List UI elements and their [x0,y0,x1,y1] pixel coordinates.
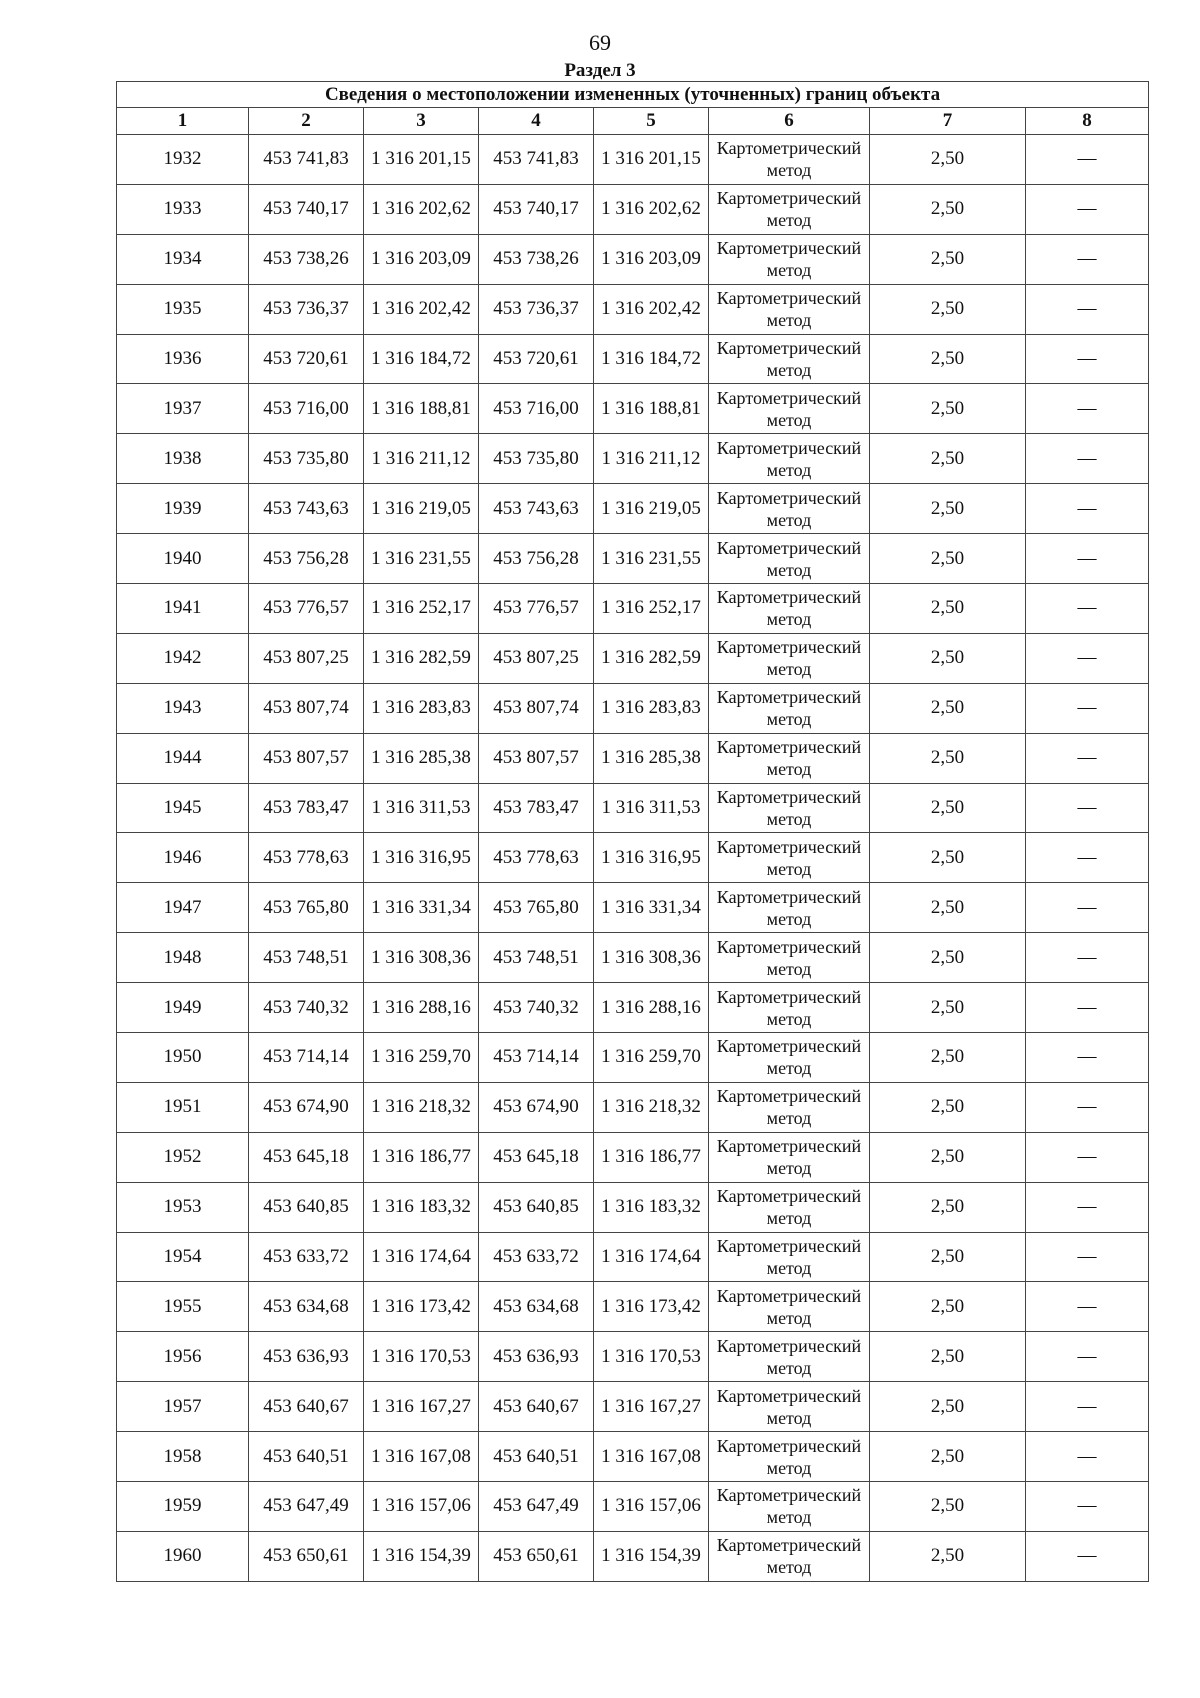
point-number-cell: 1959 [117,1482,249,1532]
y-new-cell: 1 316 219,05 [594,484,709,534]
x-existing-cell: 453 783,47 [249,783,364,833]
method-cell: Картометрический метод [709,633,870,683]
point-number-cell: 1946 [117,833,249,883]
point-number-cell: 1936 [117,334,249,384]
description-cell: — [1026,833,1149,883]
y-new-cell: 1 316 167,08 [594,1432,709,1482]
y-new-cell: 1 316 283,83 [594,683,709,733]
x-existing-cell: 453 765,80 [249,883,364,933]
column-number-1: 1 [117,108,249,135]
accuracy-cell: 2,50 [870,584,1026,634]
description-cell: — [1026,1182,1149,1232]
accuracy-cell: 2,50 [870,983,1026,1033]
table-row [117,484,1149,534]
point-number-cell: 1943 [117,683,249,733]
method-cell: Картометрический метод [709,434,870,484]
y-existing-cell: 1 316 174,64 [364,1232,479,1282]
method-cell: Картометрический метод [709,1232,870,1282]
accuracy-cell: 2,50 [870,733,1026,783]
x-existing-cell: 453 807,74 [249,683,364,733]
table-row [117,733,1149,783]
description-cell: — [1026,683,1149,733]
method-cell: Картометрический метод [709,1332,870,1382]
x-new-cell: 453 740,32 [479,983,594,1033]
point-number-cell: 1932 [117,135,249,185]
description-cell: — [1026,1232,1149,1282]
y-new-cell: 1 316 282,59 [594,633,709,683]
point-number-cell: 1952 [117,1132,249,1182]
description-cell: — [1026,1082,1149,1132]
y-existing-cell: 1 316 311,53 [364,783,479,833]
table-row [117,783,1149,833]
method-cell: Картометрический метод [709,384,870,434]
x-new-cell: 453 736,37 [479,284,594,334]
method-cell: Картометрический метод [709,733,870,783]
page-number: 69 [589,30,611,55]
point-number-cell: 1960 [117,1531,249,1581]
description-cell: — [1026,783,1149,833]
description-cell: — [1026,1382,1149,1432]
y-new-cell: 1 316 259,70 [594,1033,709,1083]
column-number-5: 5 [594,108,709,135]
x-new-cell: 453 741,83 [479,135,594,185]
y-existing-cell: 1 316 167,08 [364,1432,479,1482]
y-existing-cell: 1 316 211,12 [364,434,479,484]
y-existing-cell: 1 316 184,72 [364,334,479,384]
method-cell: Картометрический метод [709,883,870,933]
accuracy-cell: 2,50 [870,1432,1026,1482]
x-new-cell: 453 640,51 [479,1432,594,1482]
y-existing-cell: 1 316 219,05 [364,484,479,534]
method-cell: Картометрический метод [709,284,870,334]
table-row [117,983,1149,1033]
y-new-cell: 1 316 211,12 [594,434,709,484]
point-number-cell: 1935 [117,284,249,334]
x-new-cell: 453 650,61 [479,1531,594,1581]
description-cell: — [1026,584,1149,634]
table-row [117,434,1149,484]
x-existing-cell: 453 634,68 [249,1282,364,1332]
method-cell: Картометрический метод [709,135,870,185]
y-existing-cell: 1 316 252,17 [364,584,479,634]
x-new-cell: 453 740,17 [479,184,594,234]
column-number-3: 3 [364,108,479,135]
table-caption: Сведения о местоположении измененных (уточненных) границ объекта [117,82,1149,108]
method-cell: Картометрический метод [709,833,870,883]
accuracy-cell: 2,50 [870,633,1026,683]
description-cell: — [1026,384,1149,434]
column-number-6: 6 [709,108,870,135]
x-existing-cell: 453 740,17 [249,184,364,234]
description-cell: — [1026,334,1149,384]
y-new-cell: 1 316 201,15 [594,135,709,185]
x-existing-cell: 453 807,25 [249,633,364,683]
accuracy-cell: 2,50 [870,334,1026,384]
x-new-cell: 453 645,18 [479,1132,594,1182]
point-number-cell: 1950 [117,1033,249,1083]
y-existing-cell: 1 316 188,81 [364,384,479,434]
y-existing-cell: 1 316 154,39 [364,1531,479,1581]
point-number-cell: 1941 [117,584,249,634]
x-new-cell: 453 674,90 [479,1082,594,1132]
point-number-cell: 1951 [117,1082,249,1132]
description-cell: — [1026,1332,1149,1382]
y-new-cell: 1 316 188,81 [594,384,709,434]
description-cell: — [1026,883,1149,933]
accuracy-cell: 2,50 [870,1033,1026,1083]
x-new-cell: 453 738,26 [479,234,594,284]
table-row [117,1432,1149,1482]
method-cell: Картометрический метод [709,783,870,833]
y-new-cell: 1 316 316,95 [594,833,709,883]
column-number-4: 4 [479,108,594,135]
x-new-cell: 453 743,63 [479,484,594,534]
point-number-cell: 1942 [117,633,249,683]
point-number-cell: 1937 [117,384,249,434]
y-existing-cell: 1 316 283,83 [364,683,479,733]
y-new-cell: 1 316 202,62 [594,184,709,234]
point-number-cell: 1948 [117,933,249,983]
accuracy-cell: 2,50 [870,1232,1026,1282]
description-cell: — [1026,234,1149,284]
y-existing-cell: 1 316 186,77 [364,1132,479,1182]
x-existing-cell: 453 748,51 [249,933,364,983]
y-new-cell: 1 316 154,39 [594,1531,709,1581]
table-row [117,1182,1149,1232]
description-cell: — [1026,434,1149,484]
method-cell: Картометрический метод [709,484,870,534]
x-existing-cell: 453 741,83 [249,135,364,185]
accuracy-cell: 2,50 [870,384,1026,434]
accuracy-cell: 2,50 [870,1332,1026,1382]
x-new-cell: 453 640,67 [479,1382,594,1432]
method-cell: Картометрический метод [709,1082,870,1132]
description-cell: — [1026,1282,1149,1332]
x-existing-cell: 453 738,26 [249,234,364,284]
x-existing-cell: 453 674,90 [249,1082,364,1132]
y-new-cell: 1 316 288,16 [594,983,709,1033]
y-existing-cell: 1 316 308,36 [364,933,479,983]
table-body [117,135,1149,1582]
y-existing-cell: 1 316 285,38 [364,733,479,783]
y-existing-cell: 1 316 259,70 [364,1033,479,1083]
x-new-cell: 453 634,68 [479,1282,594,1332]
description-cell: — [1026,1132,1149,1182]
x-existing-cell: 453 633,72 [249,1232,364,1282]
table-row [117,234,1149,284]
y-new-cell: 1 316 170,53 [594,1332,709,1382]
x-new-cell: 453 647,49 [479,1482,594,1532]
method-cell: Картометрический метод [709,1282,870,1332]
x-existing-cell: 453 776,57 [249,584,364,634]
point-number-cell: 1938 [117,434,249,484]
y-new-cell: 1 316 202,42 [594,284,709,334]
x-new-cell: 453 716,00 [479,384,594,434]
table-row [117,135,1149,185]
y-existing-cell: 1 316 282,59 [364,633,479,683]
y-new-cell: 1 316 203,09 [594,234,709,284]
method-cell: Картометрический метод [709,1531,870,1581]
x-existing-cell: 453 640,85 [249,1182,364,1232]
x-new-cell: 453 714,14 [479,1033,594,1083]
method-cell: Картометрический метод [709,1382,870,1432]
table-row [117,534,1149,584]
accuracy-cell: 2,50 [870,683,1026,733]
x-existing-cell: 453 647,49 [249,1482,364,1532]
y-new-cell: 1 316 183,32 [594,1182,709,1232]
accuracy-cell: 2,50 [870,1132,1026,1182]
accuracy-cell: 2,50 [870,933,1026,983]
x-new-cell: 453 640,85 [479,1182,594,1232]
method-cell: Картометрический метод [709,1182,870,1232]
y-existing-cell: 1 316 183,32 [364,1182,479,1232]
y-existing-cell: 1 316 202,62 [364,184,479,234]
x-existing-cell: 453 636,93 [249,1332,364,1382]
point-number-cell: 1953 [117,1182,249,1232]
accuracy-cell: 2,50 [870,1482,1026,1532]
x-new-cell: 453 783,47 [479,783,594,833]
point-number-cell: 1947 [117,883,249,933]
description-cell: — [1026,733,1149,783]
y-new-cell: 1 316 184,72 [594,334,709,384]
x-existing-cell: 453 645,18 [249,1132,364,1182]
y-new-cell: 1 316 231,55 [594,534,709,584]
x-existing-cell: 453 756,28 [249,534,364,584]
y-new-cell: 1 316 252,17 [594,584,709,634]
accuracy-cell: 2,50 [870,1182,1026,1232]
table-row [117,633,1149,683]
accuracy-cell: 2,50 [870,1082,1026,1132]
y-existing-cell: 1 316 316,95 [364,833,479,883]
description-cell: — [1026,983,1149,1033]
point-number-cell: 1939 [117,484,249,534]
x-existing-cell: 453 743,63 [249,484,364,534]
y-existing-cell: 1 316 157,06 [364,1482,479,1532]
point-number-cell: 1954 [117,1232,249,1282]
y-new-cell: 1 316 331,34 [594,883,709,933]
y-new-cell: 1 316 186,77 [594,1132,709,1182]
method-cell: Картометрический метод [709,1482,870,1532]
description-cell: — [1026,135,1149,185]
description-cell: — [1026,484,1149,534]
method-cell: Картометрический метод [709,584,870,634]
x-existing-cell: 453 807,57 [249,733,364,783]
x-new-cell: 453 748,51 [479,933,594,983]
y-new-cell: 1 316 173,42 [594,1282,709,1332]
accuracy-cell: 2,50 [870,434,1026,484]
description-cell: — [1026,184,1149,234]
x-existing-cell: 453 736,37 [249,284,364,334]
table-row [117,1232,1149,1282]
accuracy-cell: 2,50 [870,234,1026,284]
table-row [117,1531,1149,1581]
accuracy-cell: 2,50 [870,833,1026,883]
table-row [117,284,1149,334]
accuracy-cell: 2,50 [870,1531,1026,1581]
table-row [117,1033,1149,1083]
description-cell: — [1026,633,1149,683]
method-cell: Картометрический метод [709,933,870,983]
description-cell: — [1026,1482,1149,1532]
description-cell: — [1026,534,1149,584]
description-cell: — [1026,933,1149,983]
x-new-cell: 453 756,28 [479,534,594,584]
table-row [117,334,1149,384]
x-existing-cell: 453 740,32 [249,983,364,1033]
description-cell: — [1026,1033,1149,1083]
table-row [117,1082,1149,1132]
method-cell: Картометрический метод [709,1132,870,1182]
column-number-row [117,108,1149,135]
description-cell: — [1026,284,1149,334]
x-new-cell: 453 807,57 [479,733,594,783]
method-cell: Картометрический метод [709,234,870,284]
y-existing-cell: 1 316 173,42 [364,1282,479,1332]
x-existing-cell: 453 716,00 [249,384,364,434]
boundary-coordinates-table [116,81,1149,1582]
y-new-cell: 1 316 308,36 [594,933,709,983]
point-number-cell: 1956 [117,1332,249,1382]
y-existing-cell: 1 316 203,09 [364,234,479,284]
table-row [117,1482,1149,1532]
column-number-8: 8 [1026,108,1149,135]
y-new-cell: 1 316 285,38 [594,733,709,783]
point-number-cell: 1949 [117,983,249,1033]
table-row [117,1132,1149,1182]
x-new-cell: 453 720,61 [479,334,594,384]
x-existing-cell: 453 720,61 [249,334,364,384]
table-row [117,1332,1149,1382]
method-cell: Картометрический метод [709,1033,870,1083]
x-existing-cell: 453 650,61 [249,1531,364,1581]
point-number-cell: 1933 [117,184,249,234]
column-number-2: 2 [249,108,364,135]
x-new-cell: 453 636,93 [479,1332,594,1382]
accuracy-cell: 2,50 [870,1282,1026,1332]
method-cell: Картометрический метод [709,983,870,1033]
table-row [117,1282,1149,1332]
point-number-cell: 1944 [117,733,249,783]
x-new-cell: 453 776,57 [479,584,594,634]
accuracy-cell: 2,50 [870,135,1026,185]
description-cell: — [1026,1531,1149,1581]
y-new-cell: 1 316 167,27 [594,1382,709,1432]
method-cell: Картометрический метод [709,1432,870,1482]
table-row [117,883,1149,933]
y-new-cell: 1 316 311,53 [594,783,709,833]
table-row [117,1382,1149,1432]
x-new-cell: 453 633,72 [479,1232,594,1282]
method-cell: Картометрический метод [709,683,870,733]
x-new-cell: 453 778,63 [479,833,594,883]
table-row [117,384,1149,434]
table-row [117,584,1149,634]
accuracy-cell: 2,50 [870,883,1026,933]
point-number-cell: 1945 [117,783,249,833]
column-number-7: 7 [870,108,1026,135]
x-existing-cell: 453 640,67 [249,1382,364,1432]
x-existing-cell: 453 714,14 [249,1033,364,1083]
method-cell: Картометрический метод [709,184,870,234]
y-existing-cell: 1 316 170,53 [364,1332,479,1382]
accuracy-cell: 2,50 [870,284,1026,334]
accuracy-cell: 2,50 [870,184,1026,234]
x-existing-cell: 453 778,63 [249,833,364,883]
point-number-cell: 1955 [117,1282,249,1332]
x-new-cell: 453 807,25 [479,633,594,683]
point-number-cell: 1934 [117,234,249,284]
point-number-cell: 1957 [117,1382,249,1432]
y-new-cell: 1 316 157,06 [594,1482,709,1532]
section-title: Раздел 3 [564,60,636,81]
x-existing-cell: 453 735,80 [249,434,364,484]
table-row [117,933,1149,983]
y-existing-cell: 1 316 288,16 [364,983,479,1033]
accuracy-cell: 2,50 [870,783,1026,833]
table-row [117,833,1149,883]
x-existing-cell: 453 640,51 [249,1432,364,1482]
y-new-cell: 1 316 174,64 [594,1232,709,1282]
y-new-cell: 1 316 218,32 [594,1082,709,1132]
y-existing-cell: 1 316 231,55 [364,534,479,584]
y-existing-cell: 1 316 202,42 [364,284,479,334]
x-new-cell: 453 735,80 [479,434,594,484]
point-number-cell: 1940 [117,534,249,584]
method-cell: Картометрический метод [709,334,870,384]
point-number-cell: 1958 [117,1432,249,1482]
y-existing-cell: 1 316 218,32 [364,1082,479,1132]
accuracy-cell: 2,50 [870,484,1026,534]
x-new-cell: 453 807,74 [479,683,594,733]
accuracy-cell: 2,50 [870,534,1026,584]
accuracy-cell: 2,50 [870,1382,1026,1432]
method-cell: Картометрический метод [709,534,870,584]
x-new-cell: 453 765,80 [479,883,594,933]
description-cell: — [1026,1432,1149,1482]
table-row [117,683,1149,733]
y-existing-cell: 1 316 167,27 [364,1382,479,1432]
y-existing-cell: 1 316 331,34 [364,883,479,933]
y-existing-cell: 1 316 201,15 [364,135,479,185]
table-row [117,184,1149,234]
